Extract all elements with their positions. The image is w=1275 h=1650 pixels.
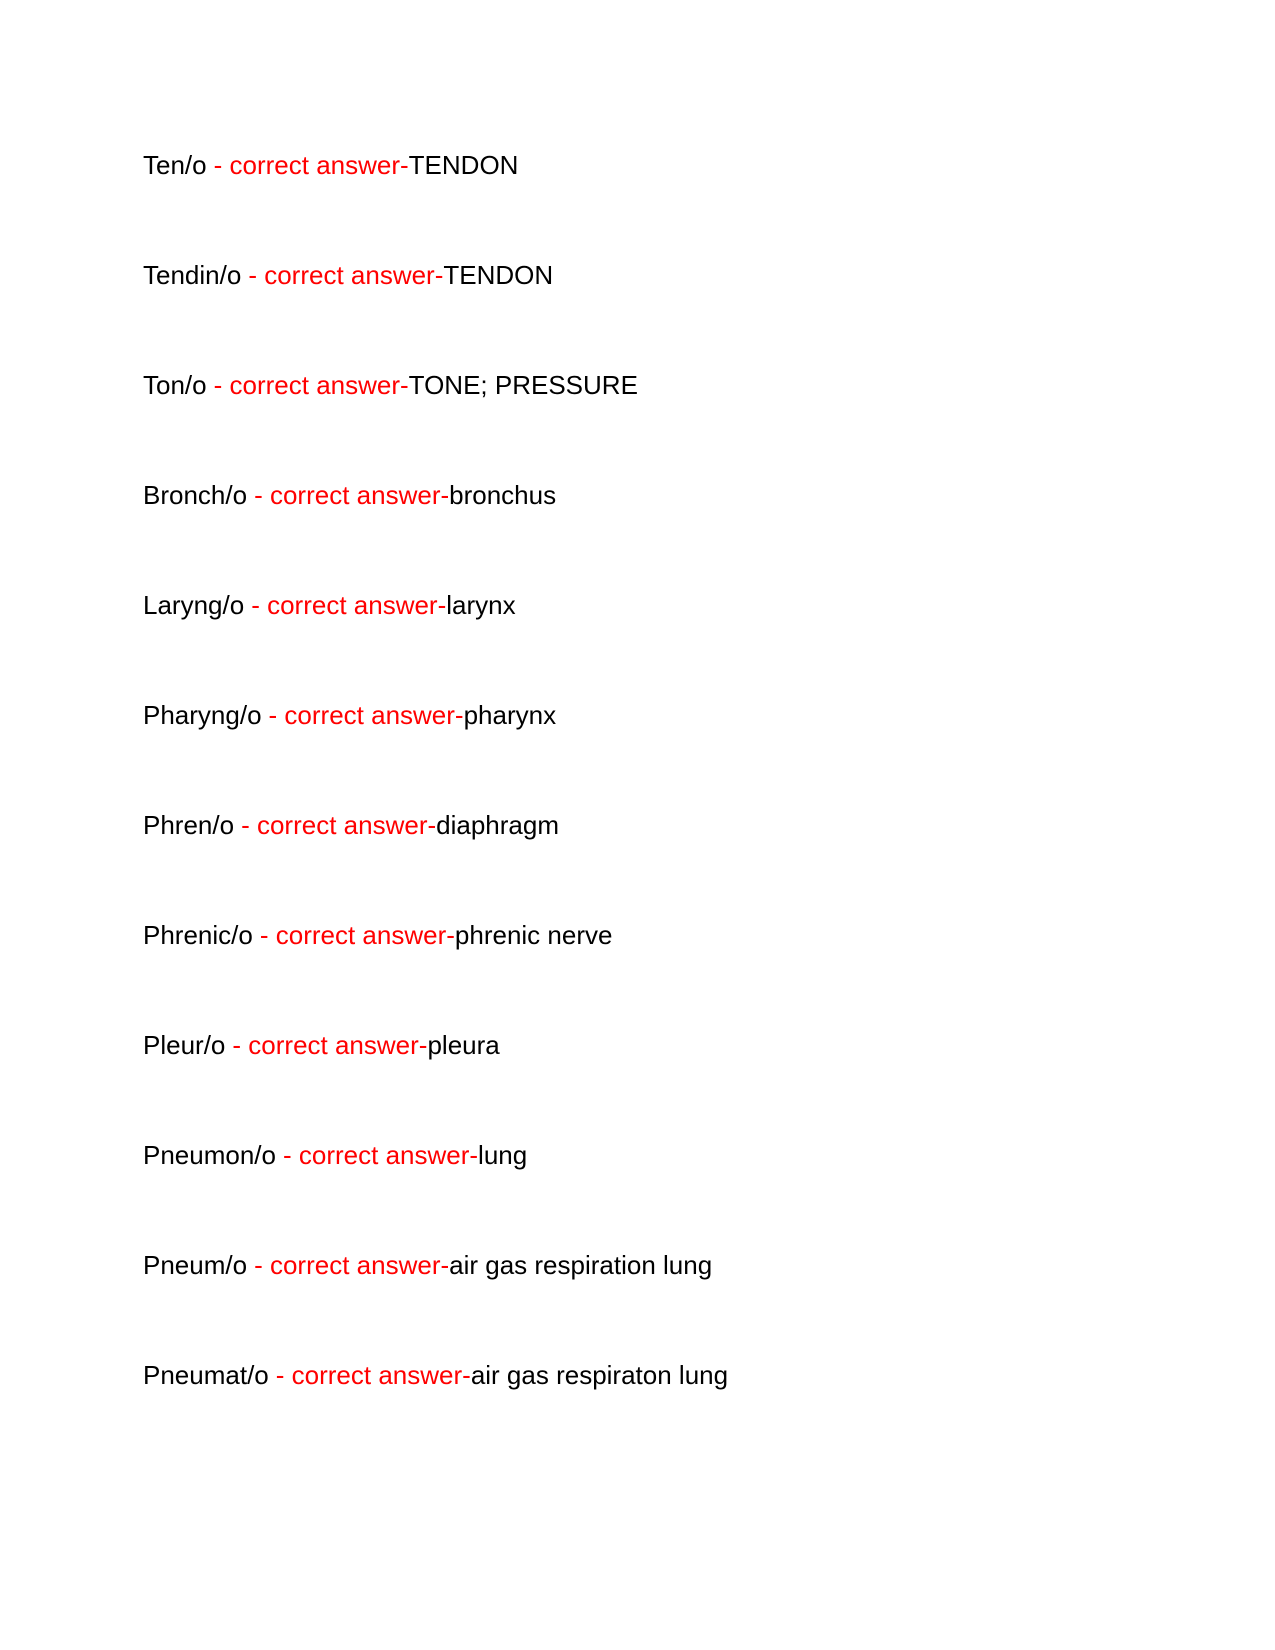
term-definition-row	[143, 1362, 1215, 1388]
answer-text: air gas respiration lung	[449, 1250, 713, 1280]
term-definition-row	[143, 1252, 1215, 1278]
term-definition-row	[143, 922, 1215, 948]
term-text: Ten/o	[143, 150, 207, 180]
term-definition-row	[143, 152, 1215, 178]
term-text: Laryng/o	[143, 590, 245, 620]
term-text: Bronch/o	[143, 480, 248, 510]
term-text: Tendin/o	[143, 260, 242, 290]
answer-text: lung	[478, 1140, 528, 1170]
term-text: Pneumon/o	[143, 1140, 276, 1170]
correct-answer-label: - correct answer-	[241, 810, 437, 840]
term-definition-row	[143, 1032, 1215, 1058]
correct-answer-label: - correct answer-	[254, 1250, 450, 1280]
correct-answer-label: - correct answer-	[275, 1360, 471, 1390]
term-text: Pharyng/o	[143, 700, 262, 730]
correct-answer-label: - correct answer-	[248, 260, 444, 290]
term-definition-row	[143, 262, 1215, 288]
term-text: Pleur/o	[143, 1030, 226, 1060]
term-definition-row	[143, 812, 1215, 838]
correct-answer-label: - correct answer-	[254, 480, 450, 510]
term-text: Phrenic/o	[143, 920, 253, 950]
correct-answer-label: - correct answer-	[268, 700, 464, 730]
answer-text: diaphragm	[436, 810, 559, 840]
answer-text: larynx	[446, 590, 516, 620]
term-definition-row	[143, 372, 1215, 398]
term-definition-row	[143, 702, 1215, 728]
term-text: Ton/o	[143, 370, 207, 400]
correct-answer-label: - correct answer-	[213, 150, 409, 180]
answer-text: air gas respiraton lung	[470, 1360, 729, 1390]
term-text: Phren/o	[143, 810, 235, 840]
answer-text: TENDON	[408, 150, 519, 180]
term-definition-row	[143, 482, 1215, 508]
term-definition-row	[143, 592, 1215, 618]
answer-text: pleura	[427, 1030, 500, 1060]
term-text: Pneum/o	[143, 1250, 248, 1280]
correct-answer-label: - correct answer-	[232, 1030, 428, 1060]
answer-text: bronchus	[449, 480, 557, 510]
answer-text: TONE; PRESSURE	[408, 370, 638, 400]
correct-answer-label: - correct answer-	[259, 920, 455, 950]
correct-answer-label: - correct answer-	[283, 1140, 479, 1170]
answer-text: TENDON	[443, 260, 554, 290]
entries-list	[143, 152, 1215, 1472]
term-text: Pneumat/o	[143, 1360, 269, 1390]
correct-answer-label: - correct answer-	[251, 590, 447, 620]
answer-text: phrenic nerve	[454, 920, 613, 950]
correct-answer-label: - correct answer-	[213, 370, 409, 400]
answer-text: pharynx	[463, 700, 557, 730]
term-definition-row	[143, 1142, 1215, 1168]
